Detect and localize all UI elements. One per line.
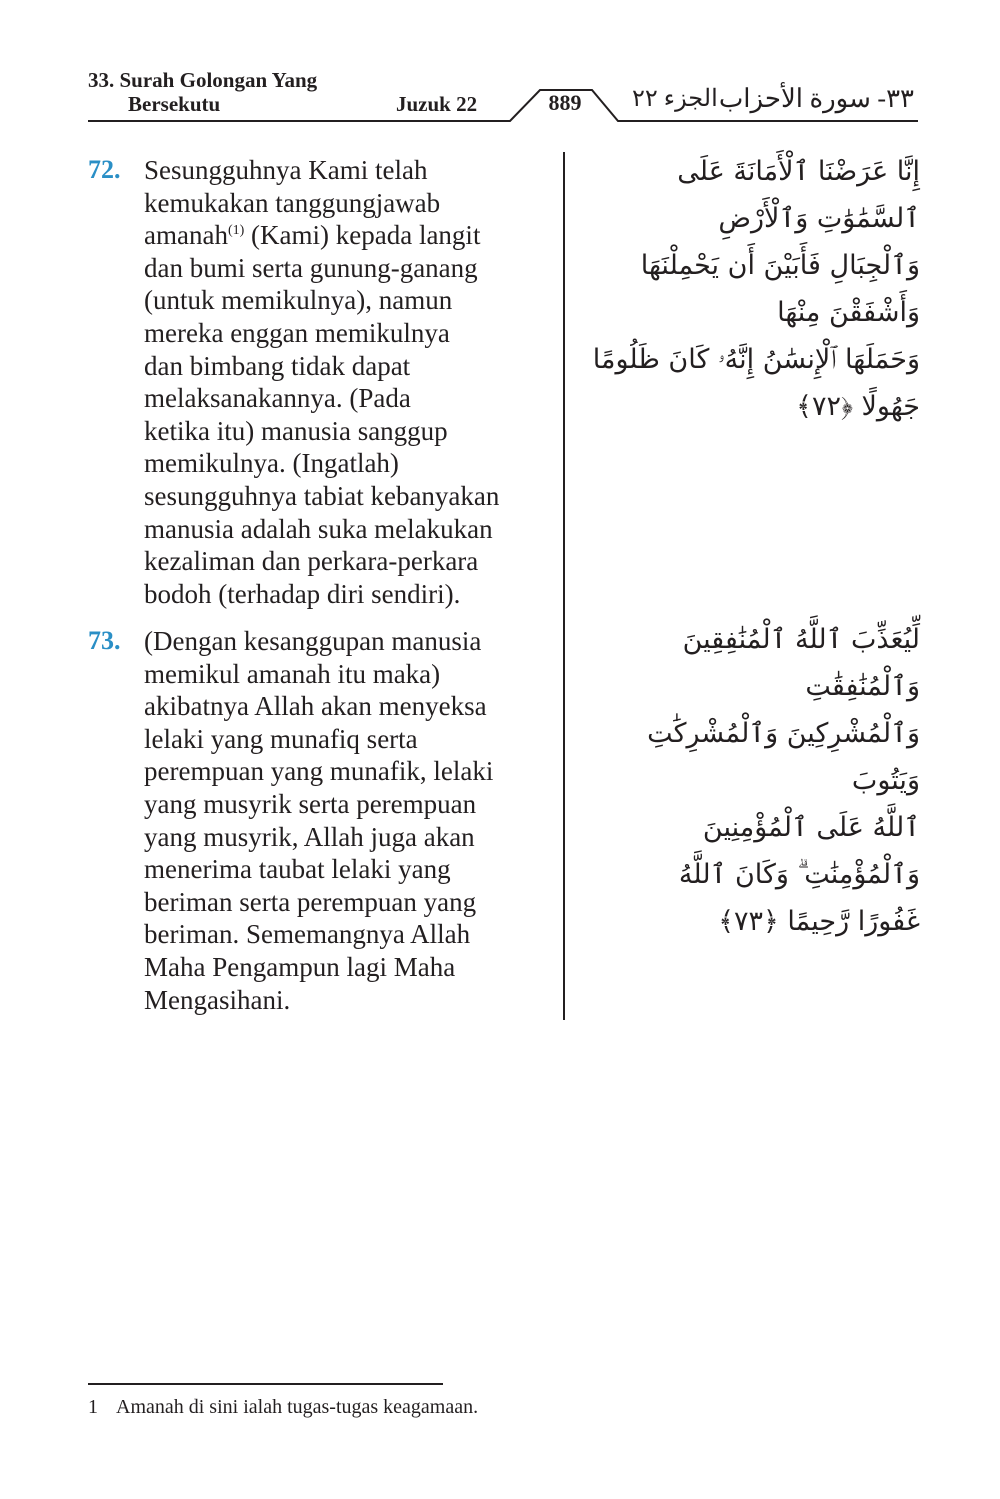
page-number: 889 bbox=[548, 90, 582, 115]
surah-title-line2: Bersekutu bbox=[128, 92, 221, 116]
verse-number: 73. bbox=[88, 626, 121, 655]
verse-72-arabic: إِنَّا عَرَضْنَا ٱلْأَمَانَةَ عَلَى ٱلسَّمَٰوَٰتِ وَٱلْأَرْضِ وَٱلْجِبَالِ فَأَبَيْنَ أَن يَحْمِلْنَهَا وَأَشْفَقْنَ مِنْهَا وَحَمَلَهَا ٱلْإِنسَٰنُ إِنَّهُۥ كَانَ ظَلُومًا جَهُولًا ﴿٧٢﴾ bbox=[592, 156, 920, 422]
arabic-surah-title: ٣٣- سورة الأحزاب bbox=[718, 84, 914, 113]
verse-number: 72. bbox=[88, 155, 121, 184]
verse-73-arabic: لِّيُعَذِّبَ ٱللَّهُ ٱلْمُنَٰفِقِينَ وَٱلْمُنَٰفِقَٰتِ وَٱلْمُشْرِكِينَ وَٱلْمُشْرِكَٰتِ وَيَتُوبَ ٱللَّهُ عَلَى ٱلْمُؤْمِنِينَ وَٱلْمُؤْمِنَٰتِ ۗ وَكَانَ ٱللَّهُ غَفُورًا رَّحِيمًا ﴿٧٣﴾ bbox=[647, 624, 920, 937]
surah-title-line1: 33. Surah Golongan Yang bbox=[88, 68, 318, 92]
footnote-text: Amanah di sini ialah tugas-tugas keagamaan. bbox=[116, 1396, 479, 1418]
verse-text-part: Sesungguhnya Kami telah kemukakan tanggungjawab amanah bbox=[144, 155, 441, 251]
footnote-rule bbox=[88, 1383, 443, 1385]
verse-text-part: (Kami) kepada langit dan bumi serta gunung-ganang (untuk memikulnya), namun mereka enggan memikulnya dan bimbang tidak dapat melaksanakannya. (Pada ketika itu) manusia sanggup memikulnya. (Ingatlah) sesungguhnya tabiat kebanyakan manusia adalah suka melakukan kezaliman dan perkara-perkara bodoh (terhadap diri sendiri). bbox=[144, 220, 500, 609]
verse-text bbox=[144, 154, 548, 610]
verse-text: (Dengan kesanggupan manusia memikul amanah itu maka) akibatnya Allah akan menyeksa lelaki yang munafiq serta perempuan yang munafik, lelaki yang musyrik serta perempuan yang musyrik, Allah juga akan menerima taubat lelaki yang beriman serta perempuan yang beriman. Sememangnya Allah Maha Pengampun lagi Maha Mengasihani. bbox=[144, 626, 494, 1015]
juzuk-label: Juzuk 22 bbox=[396, 92, 478, 116]
footnote-ref: (1) bbox=[227, 223, 245, 239]
footnote-number: 1 bbox=[88, 1396, 98, 1418]
surah-title bbox=[88, 68, 317, 116]
footnote bbox=[88, 1396, 478, 1419]
arabic-juz-label: الجزء ٢٢ bbox=[632, 86, 718, 112]
column-divider bbox=[563, 152, 565, 1020]
verse-73-translation bbox=[88, 625, 548, 1016]
verse-72-translation bbox=[88, 154, 548, 610]
